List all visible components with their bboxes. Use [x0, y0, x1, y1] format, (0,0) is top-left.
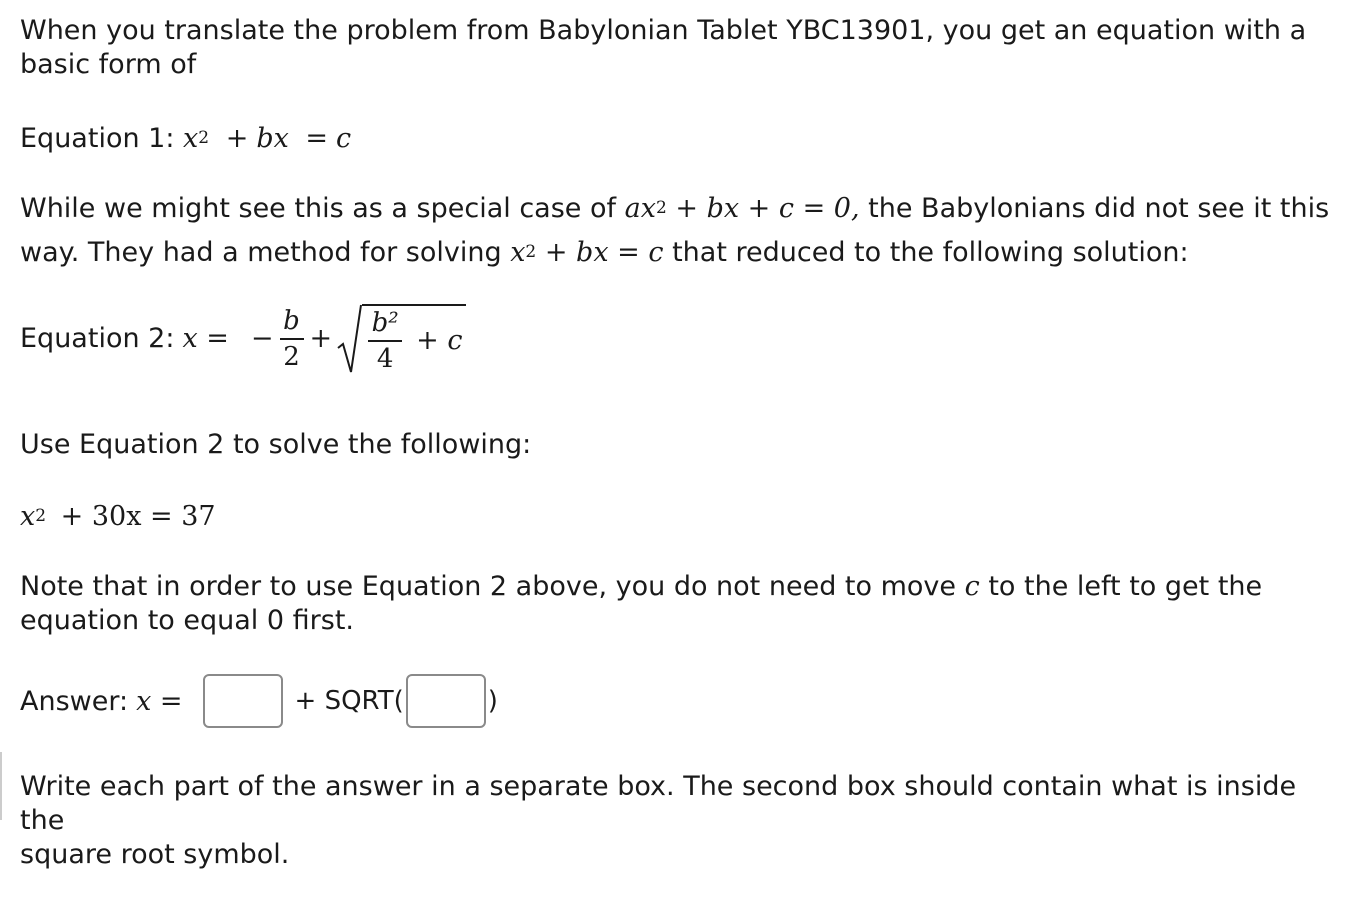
sqrt-close-paren: ) [487, 686, 498, 716]
problem-equation [20, 500, 216, 534]
fraction-2-denominator: 4 [376, 344, 394, 374]
fraction-b2-over-4 [368, 309, 402, 373]
radicand [362, 304, 466, 374]
problem-x: x [20, 501, 36, 532]
general-rest: + bx + c = 0, [675, 193, 860, 224]
left-accent-bar [0, 752, 2, 820]
footer-line-1: Write each part of the answer in a separate box. The second box should contain what is inside the [20, 771, 1297, 836]
equation-2-plus: + [309, 323, 333, 354]
fraction-2-numerator: b² [371, 308, 399, 338]
equation-2-lhs: x = [182, 323, 229, 354]
equation-1-label: Equation 1: [20, 123, 175, 154]
note-paragraph [20, 570, 1262, 638]
general-line-1 [20, 192, 1329, 226]
equation-1-equals: = [305, 123, 329, 154]
fraction-1-bar [280, 338, 304, 340]
footer-line-2: square root symbol. [20, 839, 290, 870]
equation-1-x: x [183, 123, 199, 154]
fraction-1-numerator: b [283, 306, 300, 336]
intro-line-1: When you translate the problem from Babylonian Tablet YBC13901, you get an equation with a [20, 15, 1307, 46]
general-ax: ax [624, 193, 656, 224]
fraction-1-denominator: 2 [283, 342, 300, 372]
footer-instructions [20, 770, 1330, 872]
problem-exponent: 2 [35, 506, 47, 526]
equation-1-c: c [336, 123, 352, 154]
equation-1 [20, 122, 351, 156]
answer-label: Answer: [20, 685, 129, 717]
equation-2 [20, 304, 466, 374]
general-text-1: While we might see this as a special case of [20, 193, 617, 224]
note-text-1: Note that in order to use Equation 2 above, you do not need to move [20, 571, 957, 602]
answer-row [20, 674, 498, 728]
general-x: x [510, 237, 526, 268]
equation-1-plus: + [225, 123, 249, 154]
equation-1-bx: bx [256, 123, 289, 154]
general-text-4: that reduced to the following solution: [672, 237, 1189, 268]
general-exponent: 2 [655, 198, 667, 218]
equation-1-exponent: 2 [198, 128, 210, 148]
general-exponent-2: 2 [525, 242, 537, 262]
fraction-b-over-2 [280, 307, 304, 371]
answer-input-1[interactable] [203, 674, 283, 728]
answer-input-2[interactable] [406, 674, 486, 728]
general-rest-2: + bx = c [544, 237, 664, 268]
general-text-3: way. They had a method for solving [20, 237, 502, 268]
radicand-plus-c: + c [416, 325, 463, 356]
problem-rest: + 30x = 37 [60, 501, 216, 532]
intro-text [20, 14, 1306, 82]
square-root [336, 304, 466, 374]
note-text-2: to the left to get the [988, 571, 1263, 602]
equation-2-minus: − [250, 323, 274, 354]
instruction-text: Use Equation 2 to solve the following: [20, 429, 532, 460]
fraction-2-bar [368, 340, 402, 342]
answer-variable: x = [136, 685, 183, 717]
general-form-paragraph [20, 192, 1329, 270]
note-c: c [964, 571, 980, 602]
intro-line-2: basic form of [20, 49, 197, 80]
general-line-2 [20, 236, 1329, 270]
equation-2-label: Equation 2: [20, 323, 175, 354]
note-line-2: equation to equal 0 first. [20, 605, 354, 636]
note-line-1 [20, 570, 1262, 604]
radical-sign-icon [336, 304, 362, 374]
sqrt-label: + SQRT( [294, 686, 404, 716]
general-text-2: the Babylonians did not see it this [868, 193, 1330, 224]
